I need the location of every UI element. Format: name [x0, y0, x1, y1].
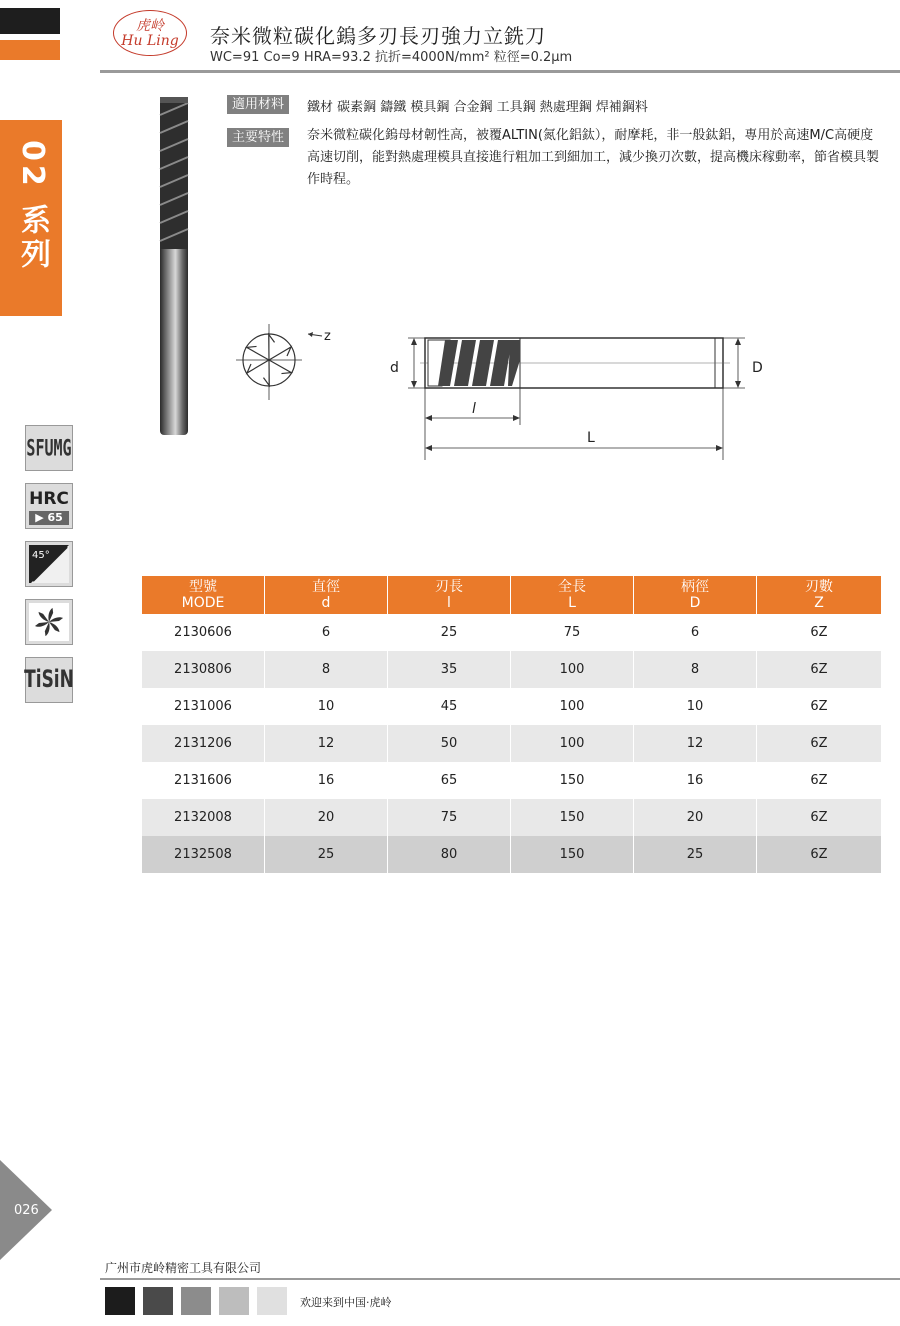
features-label: 主要特性	[227, 128, 289, 147]
table-row: 2130606 6 25 75 6 6Z	[142, 614, 881, 651]
header-diameter: 直徑 d	[265, 576, 388, 614]
shank-diameter-D-label: D	[752, 360, 763, 376]
color-swatch	[105, 1287, 135, 1315]
flute-count-badge	[25, 599, 73, 645]
six-flute-icon	[29, 603, 69, 641]
hrc-badge-value: ▶ 65	[29, 511, 69, 525]
page-title: 奈米微粒碳化鎢多刃長刃強力立銑刀	[210, 24, 546, 48]
table-row: 2130806 8 35 100 8 6Z	[142, 651, 881, 688]
logo-english: Hu Ling	[121, 33, 179, 49]
header-orange-bar	[0, 40, 60, 60]
color-swatch	[143, 1287, 173, 1315]
features-text: 奈米微粒碳化鎢母材韌性高，被覆ALTIN(氮化鋁鈦），耐摩耗，非一般鈦鋁，專用於高速M/C高硬度高速切削，能對熱處理模具直接進行粗加工到細加工，減少換刃次數，提高機床稼動率，節省模具製作時程。	[307, 128, 880, 187]
page-number: 026	[14, 1203, 39, 1218]
helix-angle-icon	[29, 545, 69, 583]
series-tab-label: 02 系列	[15, 140, 50, 273]
welcome-text: 欢迎来到中国·虎岭	[300, 1296, 392, 1309]
end-mill-photo	[150, 95, 198, 440]
color-swatch	[219, 1287, 249, 1315]
tisin-coating-badge	[25, 657, 73, 703]
header-divider	[100, 70, 900, 73]
overall-length-L-label: L	[587, 430, 595, 446]
table-header	[142, 576, 881, 614]
sfumg-badge-text: SFUMG	[26, 434, 72, 462]
color-swatch	[257, 1287, 287, 1315]
logo-chinese: 虎岭	[136, 18, 164, 34]
table-row: 2131606 16 65 150 16 6Z	[142, 762, 881, 799]
materials-label: 適用材料	[227, 95, 289, 114]
color-swatch	[181, 1287, 211, 1315]
spec-table	[142, 576, 881, 873]
helix-angle-text: 45°	[32, 550, 50, 561]
diameter-d-label: d	[390, 360, 399, 376]
hrc-badge	[25, 483, 73, 529]
header-overall-length: 全長 L	[511, 576, 634, 614]
page-subtitle: WC=91 Co=9 HRA=93.2 抗折=4000N/mm² 粒徑=0.2μm	[210, 50, 573, 65]
header-mode: 型號 MODE	[142, 576, 265, 614]
header-shank-diameter: 柄徑 D	[634, 576, 757, 614]
footer-divider	[100, 1278, 900, 1280]
table-row: 2132508 25 80 150 25 6Z	[142, 836, 881, 873]
header-flute-length: 刃長 l	[388, 576, 511, 614]
sfumg-badge	[25, 425, 73, 471]
side-view-diagram	[380, 320, 780, 470]
table-row: 2131206 12 50 100 12 6Z	[142, 725, 881, 762]
flute-count-label: z	[324, 329, 331, 344]
table-row: 2132008 20 75 150 20 6Z	[142, 799, 881, 836]
hrc-badge-label: HRC	[29, 489, 69, 509]
header-flute-count: 刃數 Z	[757, 576, 881, 614]
header-dark-bar	[0, 8, 60, 34]
cross-section-diagram	[232, 320, 342, 410]
materials-text: 鐵材 碳素鋼 鑄鐵 模具鋼 合金鋼 工具鋼 熱處理鋼 焊補鋼料	[307, 100, 648, 115]
series-tab	[0, 120, 62, 316]
table-row: 2131006 10 45 100 10 6Z	[142, 688, 881, 725]
helix-angle-badge	[25, 541, 73, 587]
brand-logo	[113, 10, 187, 56]
tisin-badge-text: TiSiN	[24, 666, 74, 694]
flute-length-l-label: l	[472, 401, 476, 417]
company-name: 广州市虎岭精密工具有限公司	[105, 1261, 262, 1275]
